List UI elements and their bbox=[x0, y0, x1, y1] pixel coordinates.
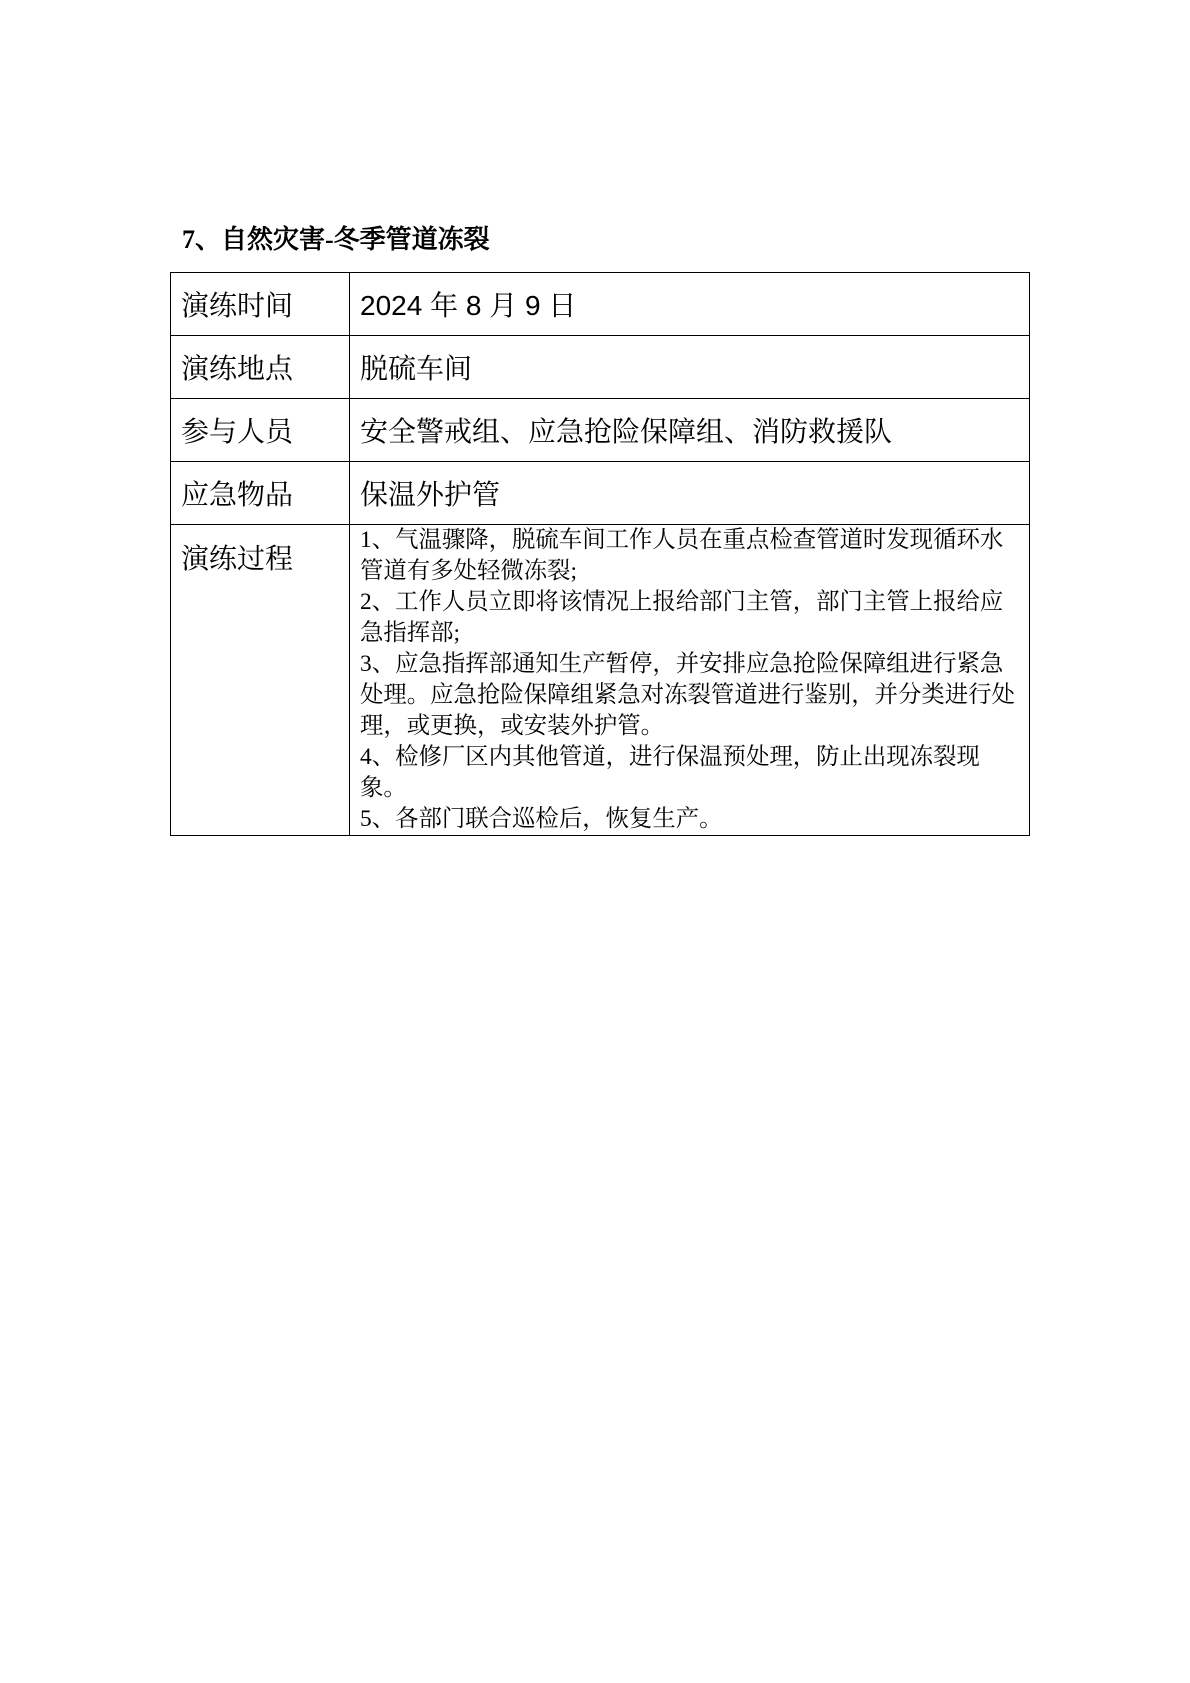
row-value: 保温外护管 bbox=[350, 462, 1030, 525]
row-label: 参与人员 bbox=[171, 399, 350, 462]
row-label: 应急物品 bbox=[171, 462, 350, 525]
process-step: 2、工作人员立即将该情况上报给部门主管，部门主管上报给应急指挥部; bbox=[360, 589, 1004, 646]
drill-info-table bbox=[170, 272, 1030, 836]
process-step: 1、气温骤降，脱硫车间工作人员在重点检查管道时发现循环水管道有多处轻微冻裂; bbox=[360, 527, 1004, 584]
row-value: 脱硫车间 bbox=[350, 336, 1030, 399]
row-label: 演练过程 bbox=[171, 525, 350, 836]
section-title: 7、自然灾害-冬季管道冻裂 bbox=[182, 225, 490, 254]
table-row-process bbox=[171, 525, 1030, 836]
table-row-participants bbox=[171, 399, 1030, 462]
table-row-location bbox=[171, 336, 1030, 399]
process-step: 4、检修厂区内其他管道，进行保温预处理，防止出现冻裂现象。 bbox=[360, 744, 980, 801]
process-steps bbox=[350, 525, 1030, 836]
process-step: 3、应急指挥部通知生产暂停，并安排应急抢险保障组进行紧急处理。应急抢险保障组紧急对冻裂管道进行鉴别，并分类进行处理，或更换，或安装外护管。 bbox=[360, 651, 1015, 739]
row-label: 演练地点 bbox=[171, 336, 350, 399]
row-label: 演练时间 bbox=[171, 273, 350, 336]
row-value: 2024 年 8 月 9 日 bbox=[350, 273, 1030, 336]
table-row-time bbox=[171, 273, 1030, 336]
table-row-supplies bbox=[171, 462, 1030, 525]
row-value: 安全警戒组、应急抢险保障组、消防救援队 bbox=[350, 399, 1030, 462]
process-step: 5、各部门联合巡检后，恢复生产。 bbox=[360, 806, 723, 832]
